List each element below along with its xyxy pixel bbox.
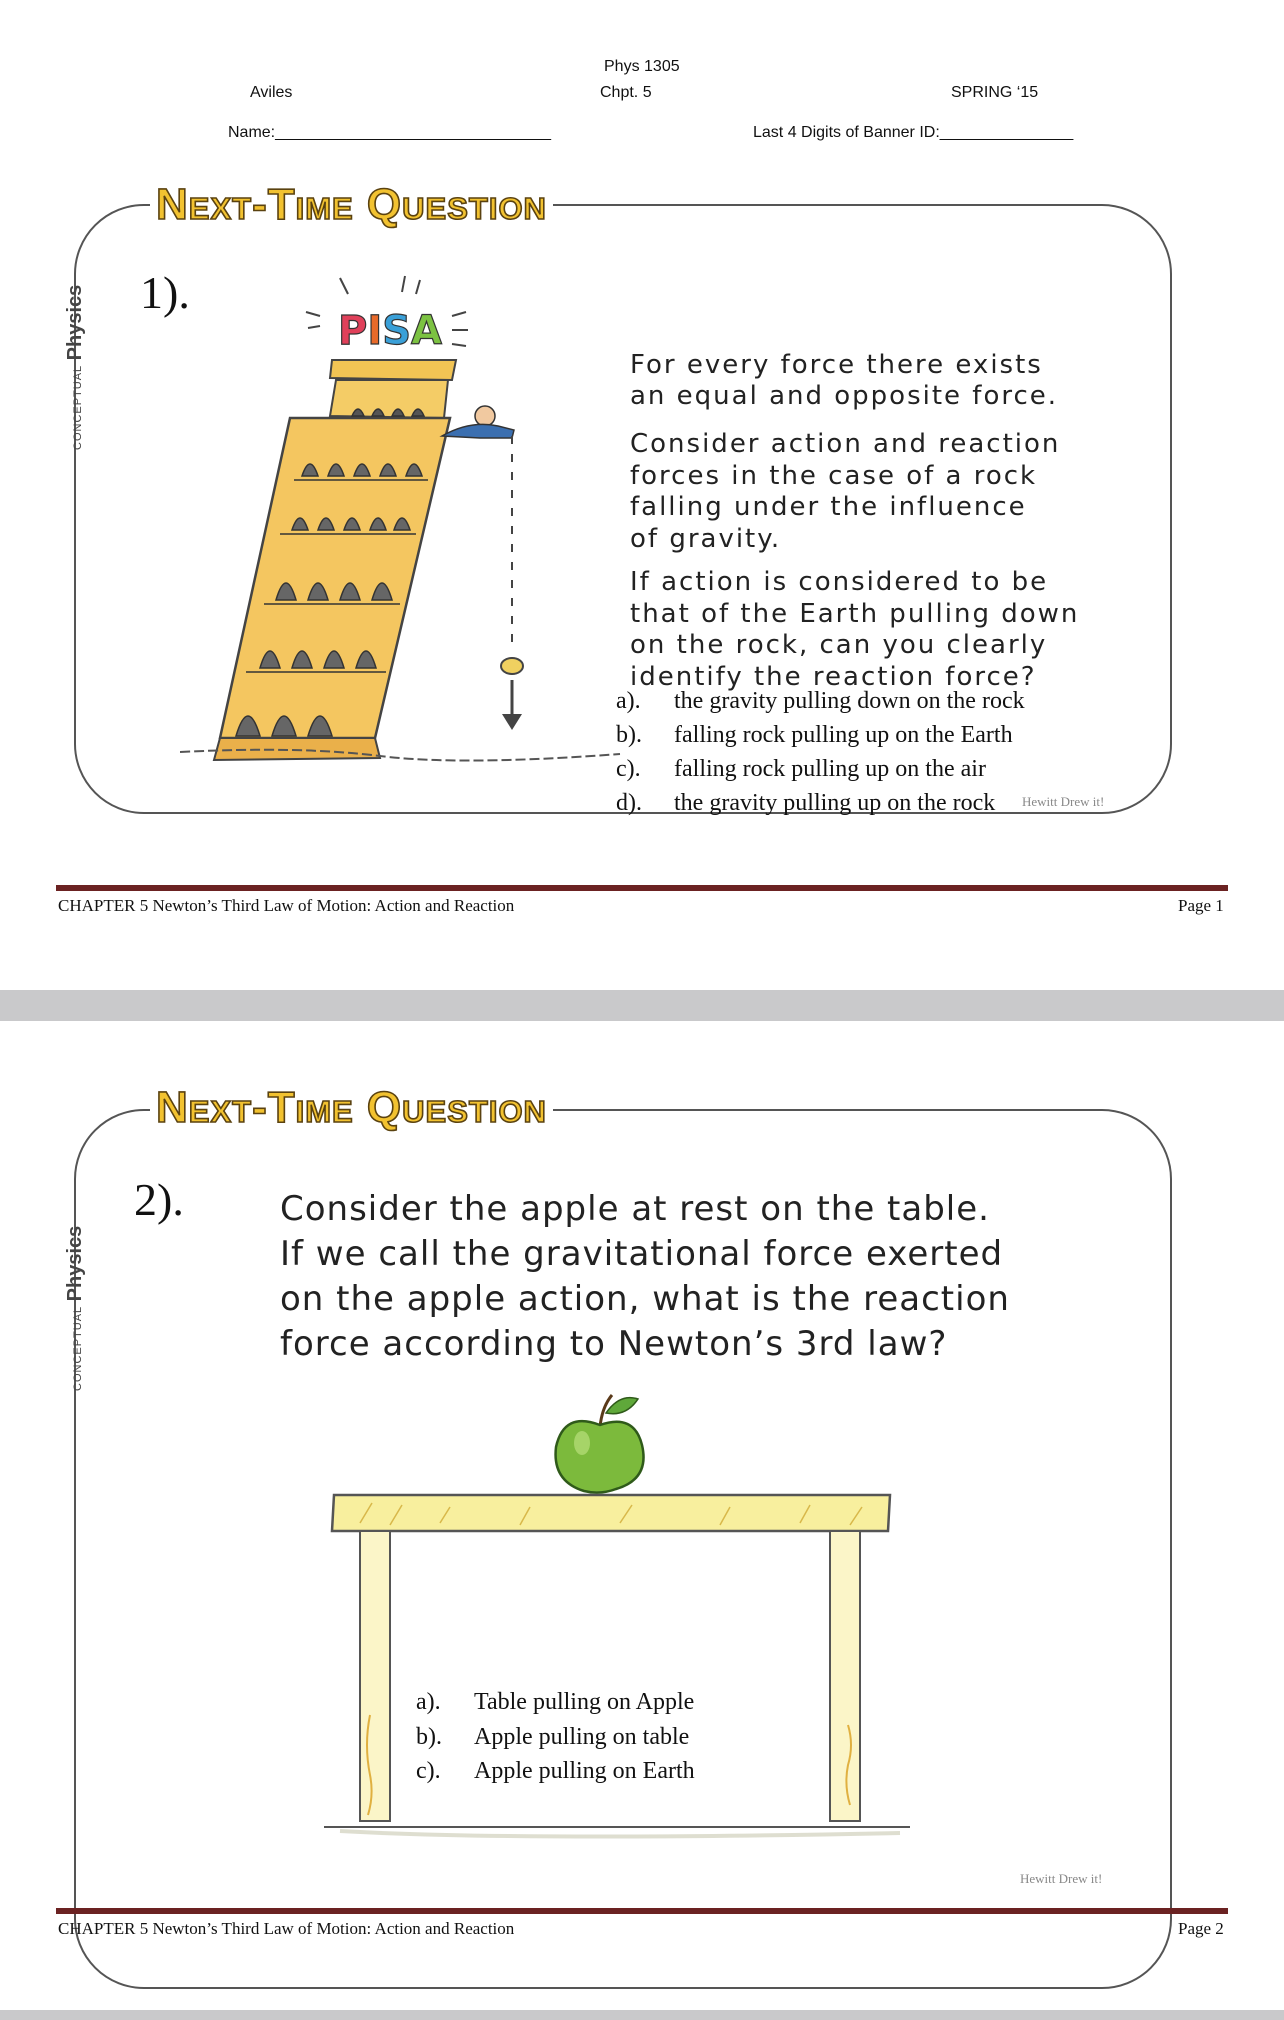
option-letter: c). (416, 1758, 441, 1784)
text-line: falling under the influence (630, 492, 1027, 522)
question-paragraph (630, 567, 1079, 693)
person-illustration (442, 406, 514, 438)
leaning-tower-illustration (180, 268, 630, 778)
option-d[interactable] (616, 790, 995, 817)
footer-chapter: CHAPTER 5 Newton’s Third Law of Motion: Action and Reaction (58, 896, 515, 915)
text-line: of gravity. (630, 523, 782, 554)
banner-id-field[interactable]: Last 4 Digits of Banner ID:_______________ (753, 124, 1074, 141)
artist-signature: Hewitt Drew it! (1020, 1871, 1103, 1886)
term-label: SPRING ‘15 (951, 84, 1039, 101)
text-line: identify the reaction force? (630, 661, 1037, 692)
table-leg-left (360, 1531, 390, 1821)
text-line: that of the Earth pulling down (630, 598, 1080, 629)
side-label-big: Physics (64, 284, 86, 361)
pisa-sign: PISA (338, 308, 442, 354)
option-b[interactable] (616, 722, 1013, 749)
rock (501, 658, 523, 674)
next-time-question-title: Next-Time Question (150, 180, 553, 230)
question-number: 2). (134, 1174, 184, 1225)
page-2 (0, 1021, 1284, 2010)
text-line: on the rock, can you clearly (630, 630, 1048, 660)
table-leg-right (830, 1531, 860, 1821)
side-label-big: Physics (64, 1225, 86, 1302)
option-letter: b). (616, 722, 642, 748)
conceptual-physics-label (64, 285, 87, 450)
arrow-head-icon (502, 714, 522, 730)
option-c[interactable] (616, 756, 986, 783)
question-paragraph (280, 1187, 1010, 1367)
name-field[interactable]: Name:_______________________________ (228, 124, 551, 141)
footer-rule (56, 1908, 1228, 1914)
option-a[interactable] (616, 688, 1025, 715)
conceptual-physics-label (64, 1226, 87, 1391)
course-label: Phys 1305 (604, 58, 680, 75)
option-text: Apple pulling on table (474, 1724, 690, 1750)
statement-paragraph (630, 350, 1058, 412)
option-a[interactable] (416, 1689, 694, 1716)
footer-chapter: CHAPTER 5 Newton’s Third Law of Motion: Action and Reaction (58, 1919, 515, 1938)
option-letter: a). (616, 688, 641, 714)
text-line: If we call the gravitational force exerted (280, 1234, 1004, 1274)
side-label-small: CONCEPTUAL (72, 364, 84, 450)
apple-table-illustration (320, 1385, 920, 1865)
option-letter: b). (416, 1724, 442, 1750)
text-line: forces in the case of a rock (630, 460, 1038, 491)
scenario-paragraph (630, 429, 1060, 555)
footer-rule (56, 885, 1228, 891)
page-1 (0, 0, 1284, 990)
option-b[interactable] (416, 1724, 689, 1751)
option-text: falling rock pulling up on the air (674, 756, 986, 782)
text-line: on the apple action, what is the reaction (280, 1279, 1010, 1319)
option-letter: c). (616, 756, 641, 782)
text-line: Consider the apple at rest on the table. (280, 1189, 990, 1229)
question-number: 1). (140, 267, 190, 318)
option-letter: a). (416, 1689, 441, 1715)
instructor-label: Aviles (250, 84, 293, 101)
footer-page-number: Page 1 (1178, 896, 1224, 915)
option-text: Apple pulling on Earth (474, 1758, 695, 1784)
option-letter: d). (616, 790, 642, 816)
option-text: falling rock pulling up on the Earth (674, 722, 1013, 748)
artist-signature: Hewitt Drew it! (1022, 794, 1105, 809)
text-line: If action is considered to be (630, 567, 1049, 597)
text-line: Consider action and reaction (630, 429, 1061, 459)
text-line: an equal and opposite force. (630, 381, 1059, 411)
side-label-small: CONCEPTUAL (72, 1305, 84, 1391)
next-time-question-title: Next-Time Question (150, 1083, 553, 1133)
option-text: the gravity pulling down on the rock (674, 688, 1025, 714)
apple (556, 1395, 644, 1493)
footer-page-number: Page 2 (1178, 1919, 1224, 1938)
option-text: Table pulling on Apple (474, 1689, 695, 1715)
text-line: force according to Newton’s 3rd law? (280, 1324, 948, 1364)
option-text: the gravity pulling up on the rock (674, 790, 996, 816)
chapter-label: Chpt. 5 (600, 84, 652, 101)
option-c[interactable] (416, 1758, 695, 1785)
text-line: For every force there exists (630, 350, 1043, 380)
